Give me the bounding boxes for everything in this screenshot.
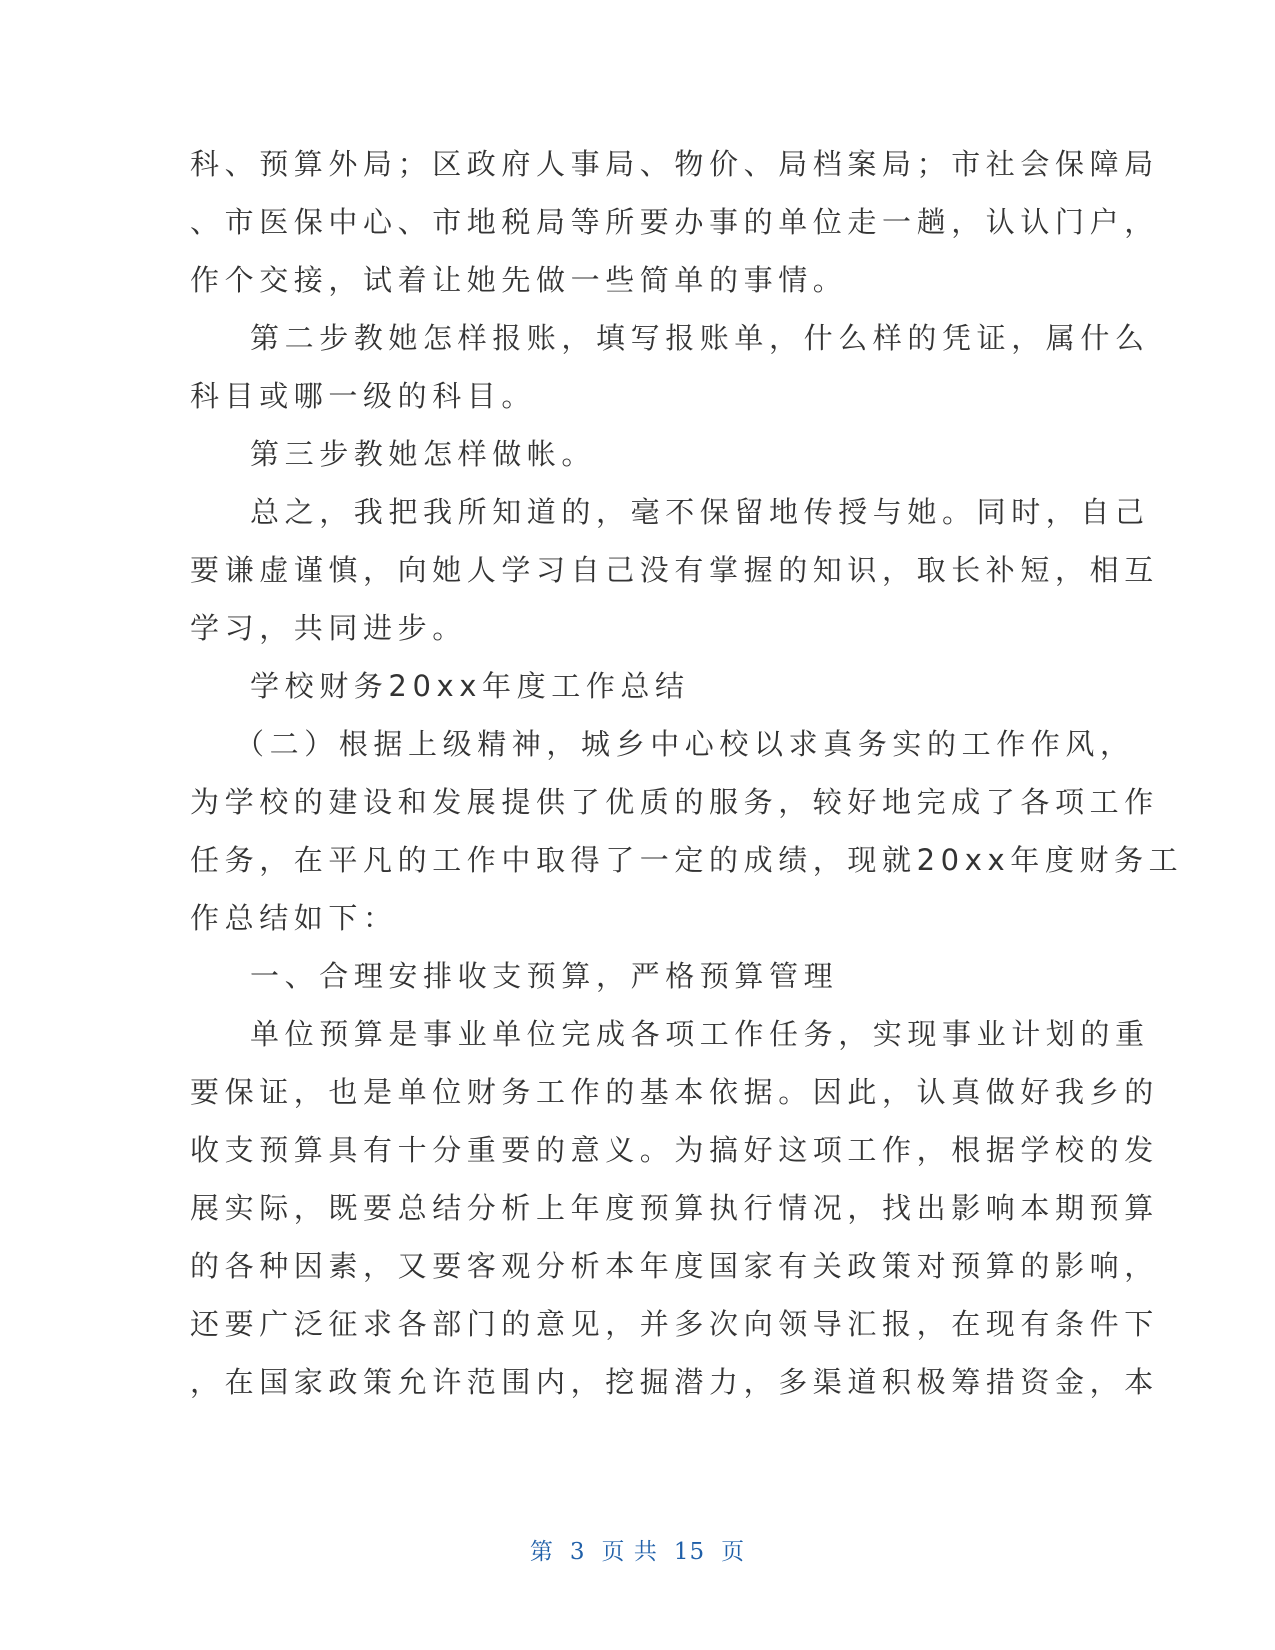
text-line: 要谦虚谨慎，向她人学习自己没有掌握的知识，取长补短，相互	[190, 553, 1159, 587]
text-line: ，在国家政策允许范围内，挖掘潜力，多渠道积极筹措资金，本	[190, 1365, 1159, 1399]
text-line: 作个交接，试着让她先做一些简单的事情。	[190, 263, 848, 297]
text-line: 第三步教她怎样做帐。	[250, 437, 597, 471]
text-line: 作总结如下：	[190, 901, 398, 935]
text-line: 要保证，也是单位财务工作的基本依据。因此，认真做好我乡的	[190, 1075, 1159, 1109]
text-line: 科、预算外局；区政府人事局、物价、局档案局；市社会保障局	[190, 147, 1159, 181]
section-heading: 学校财务20xx年度工作总结	[250, 669, 690, 703]
text-line: 还要广泛征求各部门的意见，并多次向领导汇报，在现有条件下	[190, 1307, 1159, 1341]
text-line: 任务，在平凡的工作中取得了一定的成绩，现就20xx年度财务工	[190, 843, 1184, 877]
footer-current-page: 3	[569, 1539, 586, 1565]
text-line: 学习，共同进步。	[190, 611, 467, 645]
text-line: 总之，我把我所知道的，毫不保留地传授与她。同时，自己	[250, 495, 1150, 529]
text-line: 的各种因素，又要客观分析本年度国家有关政策对预算的影响，	[190, 1249, 1159, 1283]
page-footer	[0, 1533, 1275, 1566]
text-line: 收支预算具有十分重要的意义。为搞好这项工作，根据学校的发	[190, 1133, 1159, 1167]
text-line: 、市医保中心、市地税局等所要办事的单位走一趟，认认门户，	[190, 205, 1159, 239]
text-line: 科目或哪一级的科目。	[190, 379, 537, 413]
text-line: 为学校的建设和发展提供了优质的服务，较好地完成了各项工作	[190, 785, 1159, 819]
footer-total-pages: 15	[673, 1539, 706, 1565]
footer-middle: 页 共	[601, 1539, 658, 1565]
text-line: 单位预算是事业单位完成各项工作任务，实现事业计划的重	[250, 1017, 1150, 1051]
subsection-heading: 一、合理安排收支预算，严格预算管理	[250, 959, 839, 993]
text-line: （二）根据上级精神，城乡中心校以求真务实的工作作风，	[235, 727, 1135, 761]
footer-prefix: 第	[529, 1539, 554, 1565]
footer-suffix: 页	[721, 1539, 746, 1565]
text-line: 展实际，既要总结分析上年度预算执行情况，找出影响本期预算	[190, 1191, 1159, 1225]
text-line: 第二步教她怎样报账，填写报账单，什么样的凭证，属什么	[250, 321, 1150, 355]
